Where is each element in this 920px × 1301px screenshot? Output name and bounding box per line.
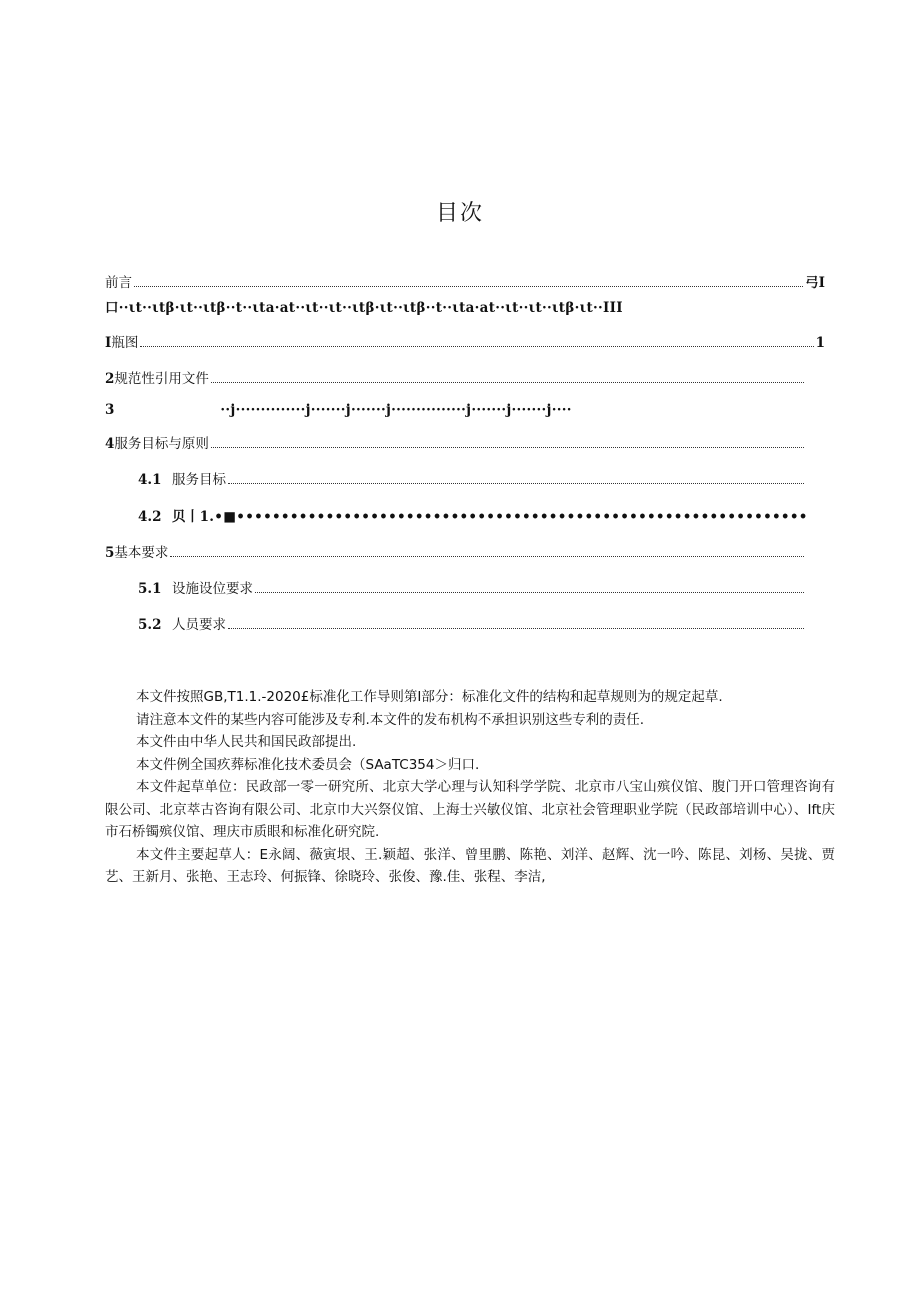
toc-leader (211, 447, 804, 448)
toc-entry-foreword[interactable] (105, 271, 825, 291)
foreword-body (105, 686, 835, 889)
toc-number: I (105, 335, 112, 351)
toc-label: 前言 (105, 275, 132, 291)
toc-label: 口··ιt··ιtβ·ιt··ιtβ··t··ιta·at··ιt··ιt··ιtβ·ιt··ιtβ··t··ιta·at··ιt··ιt··ιtβ·ιt··III (105, 300, 623, 316)
toc-number: 4.2 (138, 509, 162, 525)
toc-number: 4 (105, 436, 115, 452)
toc-entry-normative-references[interactable] (105, 367, 806, 387)
toc-label: 贝丨1.•■•••••••••••••••••••••••••••••••••••••••••••••••••••••••••••••••• (172, 509, 808, 525)
toc-page: 1 (815, 335, 825, 351)
toc-entry-terms[interactable] (105, 398, 806, 418)
toc-entry-basic-requirements[interactable] (105, 541, 806, 561)
toc-label: 服务目标 (172, 472, 226, 488)
paragraph: 本文件起草单位：民政部一零一研究所、北京大学心理与认知科学学院、北京市八宝山殡仪馆、腹门开口管理咨询有限公司、北京萃古咨询有限公司、北京巾大兴祭仪馆、上海士兴敏仪馆、北京社会管理职业学院（民政部培训中心）、Ift庆市石桥镯殡仪馆、理庆市质眼和标准化研究院. (105, 779, 835, 840)
toc-leader (255, 592, 804, 593)
toc-entry-4-2[interactable] (138, 505, 806, 525)
toc-number: 5.2 (138, 617, 162, 633)
toc-entry-5-1[interactable] (138, 577, 806, 597)
toc-number: 2 (105, 371, 115, 387)
toc-leader (228, 483, 804, 484)
paragraph: 本文件按照GB,T1.1.-2020£标准化工作导则第I部分：标准化文件的结构和起草规则为的规定起草. (136, 689, 723, 705)
toc-page: 弓I (805, 275, 825, 291)
toc-label: 瓶图 (111, 335, 139, 351)
toc-number: 4.1 (138, 472, 162, 488)
page-title: 目次 (435, 201, 484, 226)
toc-leader (134, 286, 803, 287)
toc-number: 5.1 (138, 581, 162, 597)
toc-entry-scope[interactable] (105, 331, 825, 351)
toc-leader (170, 556, 804, 557)
paragraph: 本文件由中华人民共和国民政部提出. (136, 734, 357, 750)
toc-entry-introduction[interactable] (105, 296, 825, 316)
toc-label: 规范性引用文件 (114, 371, 209, 387)
toc-label: 基本要求 (114, 545, 169, 561)
toc-label: 人员要求 (172, 617, 226, 633)
toc-entry-5-2[interactable] (138, 613, 806, 633)
toc-label: 设施设位要求 (172, 581, 253, 597)
toc-leader (140, 346, 813, 347)
paragraph: 请注意本文件的某些内容可能涉及专利.本文件的发布机构不承担识别这些专利的责任. (136, 711, 645, 728)
toc-leader (228, 628, 804, 629)
toc-number: 3 (105, 402, 115, 418)
toc-leader (211, 382, 804, 383)
toc-entry-4-1[interactable] (138, 468, 806, 488)
toc-label: 服务目标与原则 (114, 436, 209, 452)
toc-number: 5 (105, 545, 115, 561)
paragraph: 本文件主要起草人：E永阔、薇寅垠、王.颖超、张洋、曾里鹏、陈艳、刘洋、赵辉、沈一吟、陈昆、刘杨、吴拢、贾艺、王新月、张艳、王志玲、何振锋、徐晓玲、张俊、豫.佳、张程、李洁, (105, 846, 835, 885)
toc-entry-service-goals[interactable] (105, 432, 806, 452)
toc-label: ··j··············j·······j·······j···············j·······j·······j···· (220, 402, 572, 418)
paragraph: 本文件例全国疚葬标准化技术委员会（SAaTC354＞归口. (136, 756, 480, 773)
